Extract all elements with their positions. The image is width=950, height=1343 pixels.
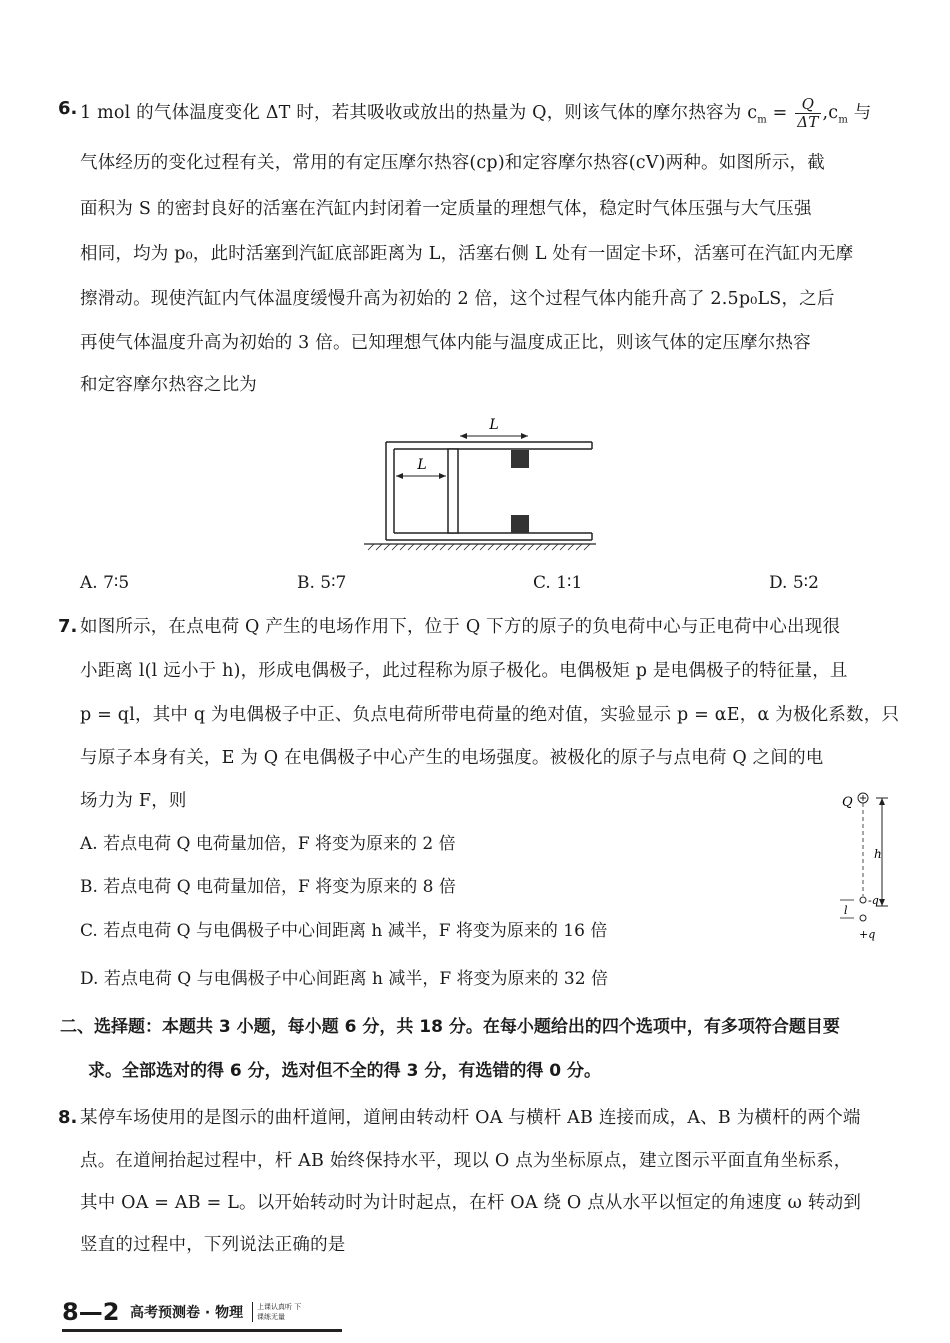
inner-length-label: L xyxy=(417,457,427,473)
q6-option-b[interactable]: B. 5∶7 xyxy=(297,573,347,593)
q6-option-a[interactable]: A. 7∶5 xyxy=(80,573,130,593)
h-arrow-top xyxy=(879,798,885,805)
question-7-line-3: p = ql，其中 q 为电偶极子中正、负点电荷所带电荷量的绝对值，实验显示 p = αE，α 为极化系数，只 xyxy=(80,705,900,725)
question-6-number: 6. xyxy=(58,98,78,119)
page-footer xyxy=(62,1297,362,1331)
stop-ring-bottom xyxy=(511,515,529,533)
q7-option-d[interactable]: D. 若点电荷 Q 与电偶极子中心间距离 h 减半，F 将变为原来的 32 倍 xyxy=(80,969,608,989)
question-7-line-2: 小距离 l(l 远小于 h)，形成电偶极子，此过程称为原子极化。电偶极矩 p 是电偶极子的特征量，且 xyxy=(80,661,848,681)
question-8-line-4: 竖直的过程中，下列说法正确的是 xyxy=(80,1235,346,1255)
positive-charge-label: +q xyxy=(859,928,876,941)
question-8-line-1: 某停车场使用的是图示的曲杆道闸，道闸由转动杆 OA 与横杆 AB 连接而成，A、B 为横杆的两个端 xyxy=(80,1108,861,1128)
top-arrow-head-left xyxy=(460,433,467,439)
formula-eq: = xyxy=(772,103,788,123)
dipole-figure xyxy=(832,788,902,948)
section-2-heading-line-1: 二、选择题：本题共 3 小题，每小题 6 分，共 18 分。在每小题给出的四个选项中，有多项符合题目要 xyxy=(60,1017,840,1037)
question-6-line-3: 面积为 S 的密封良好的活塞在汽缸内封闭着一定质量的理想气体，稳定时气体压强与大气压强 xyxy=(80,199,812,219)
question-6-line-6: 再使气体温度升高为初始的 3 倍。已知理想气体内能与温度成正比，则该气体的定压摩尔热容 xyxy=(80,333,811,353)
stop-ring-top xyxy=(511,450,529,468)
inner-arrow-head-right xyxy=(439,473,446,479)
cm-subscript-2: m xyxy=(838,114,848,126)
distance-h-label: h xyxy=(874,847,882,861)
inner-arrow-head-left xyxy=(396,473,403,479)
question-7-line-4: 与原子本身有关，E 为 Q 在电偶极子中心产生的电场强度。被极化的原子与点电荷 Q 之间的电 xyxy=(80,748,824,768)
q6-option-c[interactable]: C. 1∶1 xyxy=(533,573,583,593)
top-length-label: L xyxy=(489,417,499,433)
heat-capacity-fraction xyxy=(795,96,820,131)
formula-after: ,c xyxy=(822,103,839,123)
negative-charge-label: -q xyxy=(868,894,879,907)
fraction-numerator: Q xyxy=(795,96,820,114)
question-8-line-3: 其中 OA = AB = L。以开始转动时为计时起点，在杆 OA 绕 O 点从水平以恒定的角速度 ω 转动到 xyxy=(80,1193,862,1213)
top-arrow-head-right xyxy=(521,433,528,439)
q6-line1-text: 1 mol 的气体温度变化 ΔT 时，若其吸收或放出的热量为 Q，则该气体的摩尔热容为 c xyxy=(80,103,758,123)
separation-l-label: l xyxy=(844,904,848,917)
footer-slogan: 上课认真听 下课练无量 xyxy=(252,1302,307,1322)
question-6-line-5: 擦滑动。现使汽缸内气体温度缓慢升高为初始的 2 倍，这个过程气体内能升高了 2.5p₀LS，之后 xyxy=(80,289,835,309)
question-6-line-1 xyxy=(80,96,871,134)
q6-option-d[interactable]: D. 5∶2 xyxy=(769,573,819,593)
question-6-line-4: 相同，均为 p₀，此时活塞到汽缸底部距离为 L，活塞右侧 L 处有一固定卡环，活塞可在汽缸内无摩 xyxy=(80,244,854,264)
q7-option-a[interactable]: A. 若点电荷 Q 电荷量加倍，F 将变为原来的 2 倍 xyxy=(80,834,456,854)
cylinder-figure xyxy=(360,412,600,552)
question-8-line-2: 点。在道闸抬起过程中，杆 AB 始终保持水平，现以 O 点为坐标原点，建立图示平面直角坐标系， xyxy=(80,1151,852,1171)
piston xyxy=(448,449,458,533)
fraction-denominator: ΔT xyxy=(797,113,819,131)
footer-rule xyxy=(62,1329,342,1332)
section-2-heading-line-2: 求。全部选对的得 6 分，选对但不全的得 3 分，有选错的得 0 分。 xyxy=(88,1061,601,1081)
question-6-line-2: 气体经历的变化过程有关，常用的有定压摩尔热容(cp)和定容摩尔热容(cV)两种。如图所示，截 xyxy=(80,153,825,173)
point-charge-label: Q xyxy=(842,795,853,810)
footer-title: 高考预测卷 · 物理 xyxy=(130,1305,244,1321)
q7-option-b[interactable]: B. 若点电荷 Q 电荷量加倍，F 将变为原来的 8 倍 xyxy=(80,877,456,897)
negative-charge xyxy=(860,897,866,903)
question-7-number: 7. xyxy=(58,616,78,637)
cm-subscript: m xyxy=(757,114,767,126)
page-number: 8—2 xyxy=(62,1298,120,1326)
formula-tail: 与 xyxy=(853,103,872,123)
h-arrow-bottom xyxy=(879,899,885,906)
q7-option-c[interactable]: C. 若点电荷 Q 与电偶极子中心间距离 h 减半，F 将变为原来的 16 倍 xyxy=(80,921,608,941)
question-8-number: 8. xyxy=(58,1107,78,1128)
question-7-line-5: 场力为 F，则 xyxy=(80,791,187,811)
question-7-line-1: 如图所示，在点电荷 Q 产生的电场作用下，位于 Q 下方的原子的负电荷中心与正电荷中心出现很 xyxy=(80,617,841,637)
positive-charge xyxy=(860,915,866,921)
question-6-line-7: 和定容摩尔热容之比为 xyxy=(80,375,257,395)
ground-hatching xyxy=(368,544,590,550)
